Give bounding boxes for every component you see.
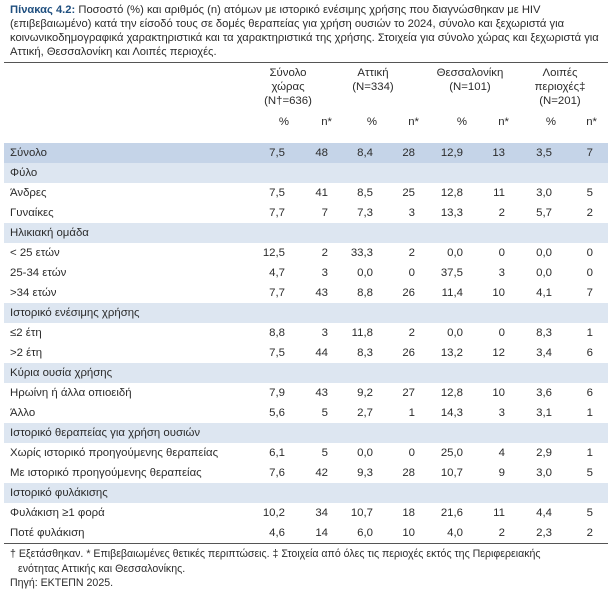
note-line: ενότητας Αττικής και Θεσσαλονίκης.	[18, 562, 186, 575]
row-label: Ηλικιακή ομάδα	[10, 227, 89, 239]
percent-cell: 4,6	[269, 527, 285, 539]
count-cell: 41	[315, 187, 328, 199]
count-cell: 5	[321, 407, 328, 419]
percent-cell: 4,4	[536, 507, 552, 519]
percent-cell: 7,7	[269, 207, 285, 219]
percent-cell: 0,0	[536, 267, 552, 279]
count-cell: 26	[402, 287, 415, 299]
count-cell: 1	[586, 447, 593, 459]
count-cell: 0	[408, 267, 415, 279]
percent-cell: 2,9	[536, 447, 552, 459]
count-cell: 44	[315, 347, 328, 359]
percent-cell: 12,5	[262, 247, 285, 259]
count-cell: 4	[498, 447, 505, 459]
section-header-row	[4, 303, 608, 323]
percent-cell: 2,7	[357, 407, 373, 419]
count-cell: 3	[321, 267, 328, 279]
percent-cell: 7,7	[269, 287, 285, 299]
percent-cell: 8,5	[357, 187, 373, 199]
row-label: Σύνολο	[10, 147, 47, 159]
count-cell: 0	[408, 447, 415, 459]
table-top-rule	[4, 62, 608, 63]
column-header-line: (N=334)	[352, 81, 394, 93]
percent-cell: 8,4	[357, 147, 373, 159]
count-cell: 0	[586, 267, 593, 279]
percent-cell: 8,3	[536, 327, 552, 339]
percent-cell: 9,2	[357, 387, 373, 399]
count-column-header: n*	[498, 116, 509, 128]
column-header-line: (N=101)	[449, 81, 491, 93]
count-cell: 12	[492, 347, 505, 359]
count-cell: 9	[498, 467, 505, 479]
row-label: Φυλάκιση ≥1 φορά	[10, 507, 105, 519]
percent-cell: 12,8	[440, 387, 463, 399]
percent-cell: 6,0	[357, 527, 373, 539]
column-header-line: (N†=636)	[264, 95, 312, 107]
percent-cell: 3,5	[536, 147, 552, 159]
count-cell: 25	[402, 187, 415, 199]
table-caption	[10, 3, 606, 59]
percent-cell: 0,0	[447, 247, 463, 259]
row-label: Ιστορικό ενέσιμης χρήσης	[10, 307, 140, 319]
percent-cell: 14,3	[440, 407, 463, 419]
table-row	[4, 503, 608, 523]
column-group-header	[323, 66, 423, 94]
count-cell: 3	[498, 267, 505, 279]
row-label: Άλλο	[10, 407, 36, 419]
count-cell: 2	[586, 207, 593, 219]
table-row	[4, 183, 608, 203]
percent-cell: 33,3	[350, 247, 373, 259]
row-label: 25-34 ετών	[10, 267, 67, 279]
count-cell: 28	[402, 467, 415, 479]
count-cell: 2	[586, 527, 593, 539]
count-cell: 28	[402, 147, 415, 159]
count-cell: 1	[586, 327, 593, 339]
percent-cell: 12,9	[440, 147, 463, 159]
count-column-header: n*	[586, 116, 597, 128]
percent-cell: 3,1	[536, 407, 552, 419]
table-row	[4, 343, 608, 363]
percent-cell: 4,7	[269, 267, 285, 279]
count-cell: 0	[498, 327, 505, 339]
count-cell: 18	[402, 507, 415, 519]
section-header-row	[4, 483, 608, 503]
column-header-line: (N=201)	[539, 95, 581, 107]
count-cell: 11	[493, 187, 505, 199]
count-cell: 3	[498, 407, 505, 419]
table-row	[4, 383, 608, 403]
row-label: Κύρια ουσία χρήσης	[10, 367, 113, 379]
table-row	[4, 443, 608, 463]
percent-cell: 3,0	[536, 467, 552, 479]
percent-cell: 3,0	[536, 187, 552, 199]
count-cell: 10	[402, 527, 415, 539]
row-label: < 25 ετών	[10, 247, 60, 259]
count-cell: 0	[586, 247, 593, 259]
percent-cell: 37,5	[440, 267, 463, 279]
count-cell: 5	[586, 467, 593, 479]
section-header-row	[4, 363, 608, 383]
column-header-line: Αττική	[357, 67, 389, 79]
count-cell: 7	[586, 287, 593, 299]
percent-cell: 5,6	[269, 407, 285, 419]
section-header-row	[4, 223, 608, 243]
count-cell: 43	[315, 287, 328, 299]
column-header-line: περιοχές‡	[534, 81, 586, 93]
count-cell: 0	[498, 247, 505, 259]
table-row	[4, 243, 608, 263]
percent-cell: 10,7	[440, 467, 463, 479]
count-cell: 2	[408, 247, 415, 259]
row-label: Άνδρες	[10, 187, 47, 199]
row-label: >34 ετών	[10, 287, 57, 299]
count-cell: 2	[321, 247, 328, 259]
count-cell: 6	[586, 387, 593, 399]
count-cell: 10	[492, 287, 505, 299]
percent-cell: 2,3	[536, 527, 552, 539]
percent-cell: 0,0	[536, 247, 552, 259]
percent-cell: 13,2	[440, 347, 463, 359]
count-cell: 2	[498, 207, 505, 219]
percent-column-header: %	[456, 116, 467, 128]
count-cell: 2	[498, 527, 505, 539]
count-cell: 1	[586, 407, 593, 419]
table-notes	[10, 547, 606, 591]
percent-cell: 13,3	[440, 207, 463, 219]
row-label: Γυναίκες	[10, 207, 54, 219]
source-line: Πηγή: ΕΚΤΕΠΝ 2025.	[10, 577, 114, 589]
percent-cell: 12,8	[440, 187, 463, 199]
percent-cell: 7,5	[269, 347, 285, 359]
count-cell: 6	[586, 347, 593, 359]
table-row	[4, 403, 608, 423]
count-cell: 10	[492, 387, 505, 399]
count-cell: 7	[586, 147, 593, 159]
table-row	[4, 283, 608, 303]
table-row	[4, 203, 608, 223]
row-label: Χωρίς ιστορικό προηγούμενης θεραπείας	[10, 447, 219, 459]
column-header-line: Σύνολο	[269, 67, 307, 79]
percent-cell: 7,9	[269, 387, 285, 399]
count-cell: 42	[315, 467, 328, 479]
caption-text: Ποσοστό (%) και αριθμός (n) ατόμων με ιστορικό ενέσιμης χρήσης που διαγνώσθηκαν με HIV (επιβεβαιωμένο) κατά την είσοδό τους σε δομές θεραπείας για χρήση ουσιών το 2024, σύνολο και ξεχωριστά για κοινωνικοδημογραφικά χαρακτηριστικά και τα χαρακτηριστικά της χρήσης. Στοιχεία για σύνολο χώρας και ξεχωριστά για Αττική, Θεσσαλονίκη και Λοιπές περιοχές.	[10, 4, 599, 58]
percent-cell: 7,6	[269, 467, 285, 479]
percent-cell: 10,2	[262, 507, 285, 519]
table-row	[4, 323, 608, 343]
row-label: Ηρωίνη ή άλλα οπιοειδή	[10, 387, 132, 399]
count-cell: 34	[315, 507, 328, 519]
column-group-header	[420, 66, 520, 94]
table-row	[4, 523, 608, 543]
percent-cell: 7,3	[357, 207, 373, 219]
count-column-header: n*	[408, 116, 419, 128]
count-cell: 48	[315, 147, 328, 159]
percent-cell: 7,5	[269, 147, 285, 159]
row-label: >2 έτη	[10, 347, 43, 359]
percent-cell: 4,0	[447, 527, 463, 539]
total-row	[4, 143, 608, 163]
percent-cell: 3,4	[536, 347, 552, 359]
column-group-header	[510, 66, 610, 108]
count-cell: 3	[321, 327, 328, 339]
percent-cell: 8,8	[357, 287, 373, 299]
count-cell: 13	[492, 147, 505, 159]
count-cell: 1	[408, 407, 415, 419]
percent-cell: 3,6	[536, 387, 552, 399]
column-header-line: χώρας	[271, 81, 305, 93]
percent-cell: 11,8	[351, 327, 373, 339]
row-label: Με ιστορικό προηγούμενης θεραπείας	[10, 467, 202, 479]
row-label: Ιστορικό φυλάκισης	[10, 487, 108, 499]
percent-column-header: %	[545, 116, 556, 128]
row-label: Ιστορικό θεραπείας για χρήση ουσιών	[10, 427, 201, 439]
table-row	[4, 463, 608, 483]
percent-cell: 0,0	[357, 267, 373, 279]
percent-column-header: %	[366, 116, 377, 128]
row-label: Φύλο	[10, 167, 38, 179]
percent-cell: 7,5	[269, 187, 285, 199]
table-row	[4, 263, 608, 283]
percent-cell: 11,4	[441, 287, 463, 299]
row-label: ≤2 έτη	[10, 327, 42, 339]
percent-cell: 10,7	[350, 507, 373, 519]
count-column-header: n*	[321, 116, 332, 128]
count-cell: 2	[408, 327, 415, 339]
percent-cell: 8,3	[357, 347, 373, 359]
percent-cell: 5,7	[536, 207, 552, 219]
count-cell: 5	[321, 447, 328, 459]
percent-cell: 9,3	[357, 467, 373, 479]
count-cell: 5	[586, 507, 593, 519]
count-cell: 14	[315, 527, 328, 539]
table-bottom-rule	[4, 543, 608, 544]
column-header-line: Θεσσαλονίκη	[436, 67, 504, 79]
count-cell: 11	[493, 507, 505, 519]
percent-cell: 21,6	[440, 507, 463, 519]
percent-cell: 6,1	[269, 447, 285, 459]
count-cell: 27	[402, 387, 415, 399]
percent-cell: 0,0	[447, 327, 463, 339]
count-cell: 26	[402, 347, 415, 359]
percent-cell: 0,0	[357, 447, 373, 459]
count-cell: 43	[315, 387, 328, 399]
count-cell: 3	[408, 207, 415, 219]
percent-cell: 8,8	[269, 327, 285, 339]
section-header-row	[4, 423, 608, 443]
percent-cell: 4,1	[536, 287, 552, 299]
caption-lead: Πίνακας 4.2:	[10, 4, 76, 16]
percent-column-header: %	[278, 116, 289, 128]
count-cell: 7	[321, 207, 328, 219]
count-cell: 5	[586, 187, 593, 199]
percent-cell: 25,0	[440, 447, 463, 459]
section-header-row	[4, 163, 608, 183]
row-label: Ποτέ φυλάκιση	[10, 527, 85, 539]
column-header-line: Λοιπές	[542, 67, 578, 79]
note-line: † Εξετάσθηκαν. * Επιβεβαιωμένες θετικές περιπτώσεις. ‡ Στοιχεία από όλες τις περιοχές εκτός της Περιφερειακής	[10, 548, 541, 560]
